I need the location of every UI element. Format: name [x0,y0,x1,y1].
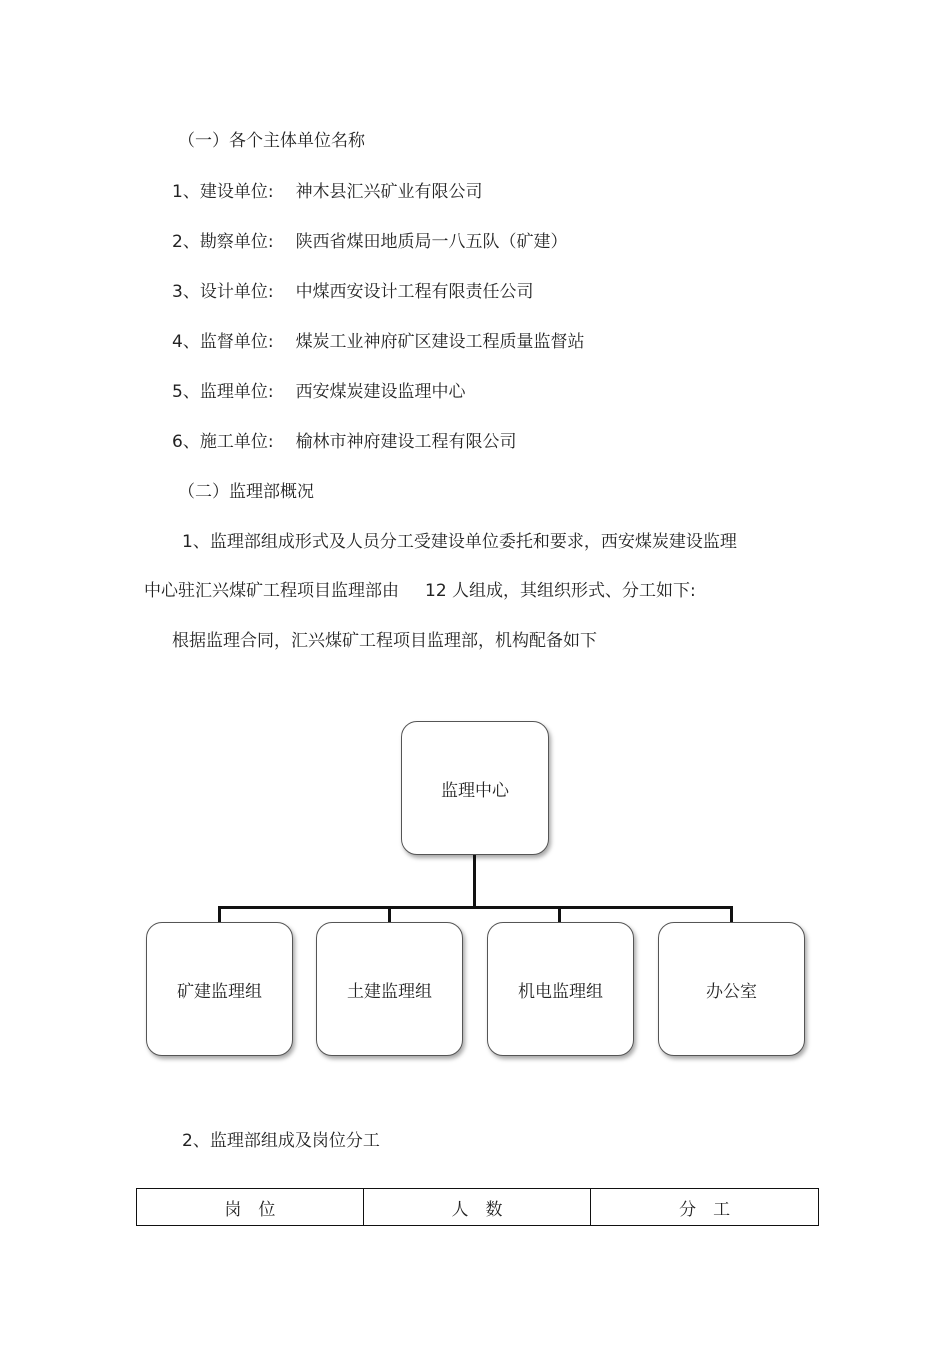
unit-item-number: 5、 [172,382,200,402]
table-header-cell: 分 工 [591,1189,819,1226]
connector-line [218,906,221,923]
unit-item-number: 6、 [172,432,200,452]
unit-item-value: 神木县汇兴矿业有限公司 [295,182,483,202]
org-root-box: 监理中心 [401,721,549,855]
unit-item-label: 勘察单位: [199,232,274,252]
unit-item-5 [172,381,466,403]
table-header-cell: 人 数 [363,1189,591,1226]
table-header-cell: 岗 位 [137,1189,364,1226]
unit-item-label: 监督单位: [199,332,274,352]
paragraph-line [144,580,696,602]
connector-line [388,906,391,923]
unit-item-value: 榆林市神府建设工程有限公司 [295,432,517,452]
unit-item-label: 监理单位: [199,382,274,402]
org-child-box: 矿建监理组 [146,922,293,1056]
table-header-row [137,1189,819,1226]
unit-item-label: 建设单位: [199,182,274,202]
paragraph-line: 1、监理部组成形式及人员分工受建设单位委托和要求，西安煤炭建设监理 [182,532,737,552]
unit-item-value: 中煤西安设计工程有限责任公司 [295,282,534,302]
connector-line [218,906,733,909]
section3-heading: 2、监理部组成及岗位分工 [182,1131,380,1151]
unit-item-label: 施工单位: [199,432,274,452]
unit-item-1 [172,181,483,203]
paragraph-fragment: 12 人组成，其组织形式、分工如下: [425,581,696,601]
paragraph-line: 根据监理合同，汇兴煤矿工程项目监理部，机构配备如下 [172,631,597,651]
org-child-box: 办公室 [658,922,805,1056]
unit-item-4 [172,331,585,353]
paragraph-fragment: 中心驻汇兴煤矿工程项目监理部由 [144,581,399,601]
unit-item-number: 3、 [172,282,200,302]
org-child-box: 土建监理组 [316,922,463,1056]
unit-item-number: 2、 [172,232,200,252]
connector-line [473,855,476,908]
unit-item-3 [172,281,534,303]
unit-item-value: 陕西省煤田地质局一八五队（矿建） [295,232,568,252]
unit-item-2 [172,231,568,253]
unit-item-label: 设计单位: [199,282,274,302]
connector-line [558,906,561,923]
section2-heading: （二）监理部概况 [178,482,314,502]
unit-item-number: 1、 [172,182,200,202]
unit-item-value: 煤炭工业神府矿区建设工程质量监督站 [295,332,585,352]
unit-item-number: 4、 [172,332,200,352]
connector-line [730,906,733,923]
duty-table [136,1188,819,1226]
unit-item-6 [172,431,517,453]
unit-item-value: 西安煤炭建设监理中心 [295,382,466,402]
org-child-box: 机电监理组 [487,922,634,1056]
section1-heading: （一）各个主体单位名称 [178,131,365,151]
